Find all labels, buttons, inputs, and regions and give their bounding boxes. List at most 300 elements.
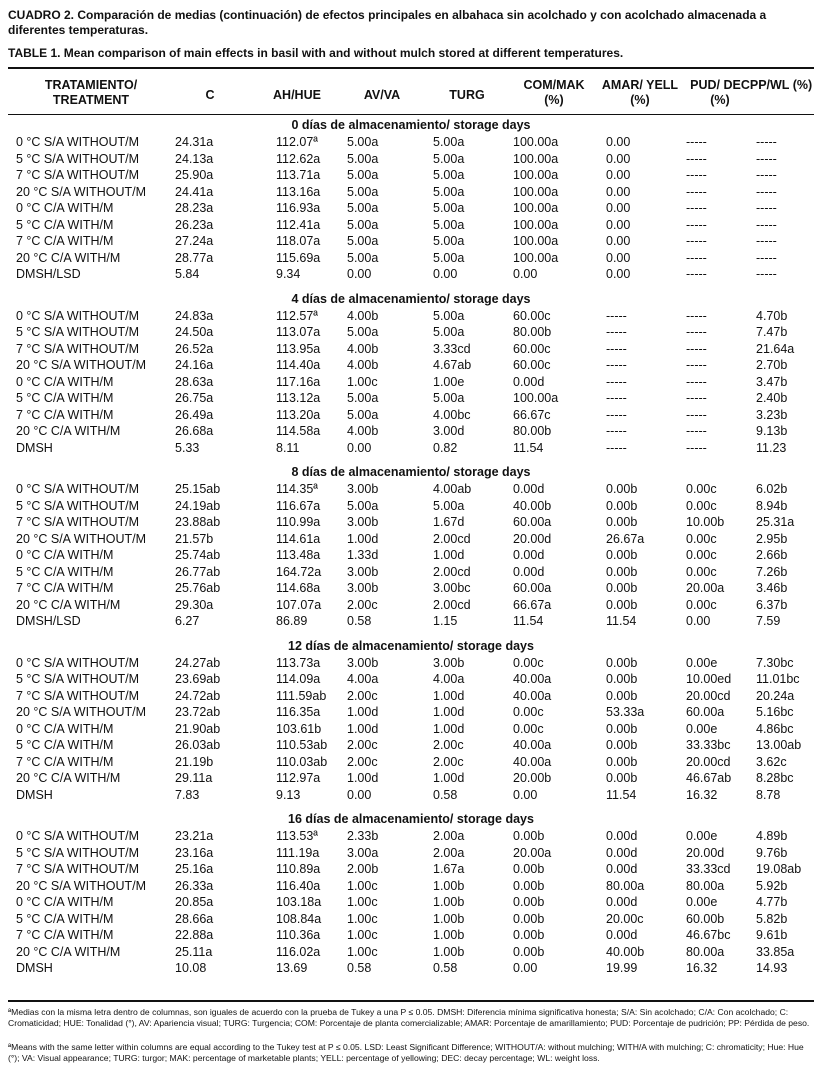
- cell-va: 1.00c: [347, 878, 378, 893]
- cell-treatment: 20 °C C/A WITH/M: [16, 250, 121, 265]
- cell-hue: 110.03ab: [276, 754, 328, 769]
- cell-va: 0.00: [347, 267, 372, 281]
- cell-yell: -----: [606, 325, 627, 339]
- table-top-rule: [8, 67, 814, 69]
- cell-mak: 0.00d: [513, 374, 545, 389]
- cell-c: 6.27: [175, 614, 200, 628]
- cell-yell: 0.00: [606, 168, 631, 182]
- cell-c: 24.19ab: [175, 498, 221, 513]
- table-row: [8, 167, 814, 184]
- cell-yell: -----: [606, 424, 627, 438]
- cell-dec: 80.00a: [686, 878, 725, 893]
- cell-turg: 3.00d: [433, 424, 465, 438]
- cell-turg: 0.58: [433, 961, 458, 975]
- cell-treatment: 5 °C S/A WITHOUT/M: [16, 151, 140, 166]
- cell-turg: 5.00a: [433, 184, 465, 199]
- cell-c: 26.68a: [175, 424, 214, 438]
- cell-va: 1.00c: [347, 944, 378, 959]
- cell-turg: 5.00a: [433, 325, 465, 339]
- cell-mak: 66.67c: [513, 407, 551, 422]
- cell-c: 28.66a: [175, 911, 214, 926]
- cell-va: 5.00a: [347, 250, 379, 265]
- cell-c: 24.72ab: [175, 688, 221, 703]
- cell-wl: -----: [756, 250, 777, 265]
- cell-va: 1.00d: [347, 531, 379, 546]
- cell-dec: 20.00cd: [686, 688, 731, 703]
- cell-yell: 0.00b: [606, 548, 638, 562]
- cell-dec: 20.00a: [686, 581, 725, 595]
- cell-hue: 110.99a: [276, 515, 321, 529]
- cell-c: 23.21a: [175, 829, 214, 843]
- cell-hue: 114.68a: [276, 581, 321, 595]
- cell-treatment: 7 °C S/A WITHOUT/M: [16, 688, 140, 703]
- cell-va: 1.00c: [347, 374, 378, 389]
- section-title: 12 días de almacenamiento/ storage days: [288, 638, 534, 653]
- cell-mak: 40.00a: [513, 688, 552, 703]
- cell-va: 3.00b: [347, 581, 379, 595]
- cell-wl: 3.23b: [756, 407, 788, 422]
- cell-wl: -----: [756, 267, 777, 281]
- cell-yell: 0.00: [606, 250, 631, 265]
- cell-hue: 113.71a: [276, 168, 321, 182]
- cell-mak: 0.00b: [513, 911, 545, 926]
- cell-hue: 113.95a: [276, 341, 321, 356]
- cell-hue: 8.11: [276, 440, 300, 455]
- cell-yell: 0.00: [606, 234, 631, 248]
- cell-wl: 6.02b: [756, 482, 788, 496]
- table-row: [8, 787, 814, 804]
- cell-treatment: 0 °C S/A WITHOUT/M: [16, 482, 140, 496]
- cell-turg: 2.00cd: [433, 597, 471, 612]
- cell-hue: 112.97a: [276, 771, 321, 785]
- cell-dec: 46.67bc: [686, 928, 731, 942]
- cell-turg: 5.00a: [433, 308, 465, 323]
- cell-treatment: 20 °C S/A WITHOUT/M: [16, 705, 147, 719]
- cell-wl: 11.01bc: [756, 672, 800, 686]
- cell-hue: 116.67a: [276, 498, 321, 513]
- cell-mak: 20.00a: [513, 845, 552, 860]
- header-wl: PP/WL (%): [749, 78, 813, 92]
- cell-hue: 9.34: [276, 267, 301, 281]
- cell-mak: 0.00: [513, 267, 538, 281]
- cell-yell: 53.33a: [606, 705, 645, 719]
- cell-va: 0.58: [347, 614, 372, 628]
- cell-yell: 0.00b: [606, 564, 638, 579]
- cell-treatment: 7 °C C/A WITH/M: [16, 234, 114, 248]
- cell-va: 5.00a: [347, 201, 379, 215]
- cell-treatment: 5 °C C/A WITH/M: [16, 391, 114, 405]
- cell-turg: 2.00c: [433, 738, 464, 752]
- cell-treatment: 7 °C C/A WITH/M: [16, 928, 114, 942]
- cell-hue: 164.72a: [276, 564, 322, 579]
- cell-va: 2.00c: [347, 597, 378, 612]
- cell-va: 4.00b: [347, 308, 379, 323]
- cell-turg: 1.67d: [433, 515, 465, 529]
- cell-treatment: 20 °C S/A WITHOUT/M: [16, 878, 147, 893]
- table-row: [8, 423, 814, 440]
- cell-treatment: 5 °C S/A WITHOUT/M: [16, 672, 140, 686]
- cell-mak: 100.00a: [513, 201, 559, 215]
- cell-hue: 116.93a: [276, 201, 321, 215]
- cell-turg: 1.00b: [433, 895, 465, 909]
- cell-wl: 8.78: [756, 787, 781, 802]
- header-hue: AH/HUE: [273, 88, 321, 102]
- cell-c: 23.88ab: [175, 515, 221, 529]
- table-row: [8, 407, 814, 424]
- cell-hue: 116.40a: [276, 878, 321, 893]
- cell-mak: 11.54: [513, 440, 544, 455]
- cell-hue: 9.13: [276, 787, 301, 802]
- cell-dec: 0.00c: [686, 498, 717, 513]
- table-row: [8, 564, 814, 581]
- section-spacer: [8, 283, 814, 290]
- section-title: 4 días de almacenamiento/ storage days: [291, 291, 531, 306]
- cell-va: 0.00: [347, 787, 372, 802]
- cell-turg: 1.00d: [433, 548, 465, 562]
- cell-dec: 0.00c: [686, 531, 717, 546]
- cell-treatment: 5 °C C/A WITH/M: [16, 564, 114, 579]
- cell-va: 3.00b: [347, 482, 379, 496]
- cell-mak: 0.00c: [513, 705, 544, 719]
- cell-treatment: 7 °C S/A WITHOUT/M: [16, 515, 140, 529]
- cell-yell: 0.00b: [606, 738, 638, 752]
- cell-yell: -----: [606, 308, 627, 323]
- cell-yell: 80.00a: [606, 878, 645, 893]
- table-row: [8, 721, 814, 738]
- section-spacer: [8, 456, 814, 463]
- cell-hue: 107.07a: [276, 597, 322, 612]
- cell-dec: -----: [686, 374, 707, 389]
- header-treatment: TRATAMIENTO/ TREATMENT: [44, 78, 138, 107]
- cell-wl: 8.28bc: [756, 771, 794, 785]
- cell-c: 26.33a: [175, 878, 214, 893]
- cell-yell: 0.00d: [606, 862, 638, 876]
- cell-turg: 4.00ab: [433, 482, 472, 496]
- cell-mak: 40.00b: [513, 498, 552, 513]
- caption-english: TABLE 1. Mean comparison of main effects in basil with and without mulch stored at different temperatures.: [8, 46, 624, 60]
- cell-hue: 111.59ab: [276, 688, 327, 703]
- cell-va: 2.33b: [347, 829, 379, 843]
- cell-treatment: 7 °C C/A WITH/M: [16, 581, 114, 595]
- cell-mak: 60.00a: [513, 581, 552, 595]
- cell-va: 5.00a: [347, 234, 379, 248]
- table-row: [8, 894, 814, 911]
- cell-yell: 0.00b: [606, 655, 638, 670]
- cell-dec: -----: [686, 267, 707, 281]
- cell-mak: 20.00d: [513, 531, 552, 546]
- cell-c: 24.50a: [175, 325, 214, 339]
- cell-c: 24.16a: [175, 358, 214, 372]
- cell-hue: 114.40a: [276, 358, 321, 372]
- table-section: [8, 810, 814, 977]
- cell-mak: 60.00c: [513, 358, 551, 372]
- cell-dec: -----: [686, 201, 707, 215]
- table-row: [8, 357, 814, 374]
- cell-wl: 3.47b: [756, 374, 788, 389]
- cell-va: 3.00b: [347, 655, 379, 670]
- cell-turg: 1.00b: [433, 911, 465, 926]
- cell-wl: 3.62c: [756, 754, 787, 769]
- cell-dec: -----: [686, 358, 707, 372]
- cell-mak: 100.00a: [513, 250, 559, 265]
- cell-va: 2.00c: [347, 688, 378, 703]
- section-title: 8 días de almacenamiento/ storage days: [291, 465, 531, 479]
- cell-hue: 113.53ª: [276, 829, 318, 843]
- table-row: [8, 861, 814, 878]
- cell-va: 1.00d: [347, 771, 379, 785]
- table-section: [8, 637, 814, 811]
- table-row: [8, 704, 814, 721]
- cell-turg: 0.00: [433, 267, 458, 281]
- cell-va: 5.00a: [347, 391, 379, 405]
- cell-hue: 114.35ª: [276, 482, 318, 496]
- cell-dec: -----: [686, 424, 707, 438]
- caption-spanish: CUADRO 2. Comparación de medias (continuación) de efectos principales en albahaca sin acolchado y con acolchado almacenada a diferentes temperaturas.: [8, 8, 767, 37]
- cell-hue: 110.36a: [276, 928, 321, 942]
- cell-va: 5.00a: [347, 407, 379, 422]
- cell-treatment: 20 °C C/A WITH/M: [16, 597, 121, 612]
- cell-treatment: 0 °C C/A WITH/M: [16, 721, 114, 736]
- cell-va: 5.00a: [347, 184, 379, 199]
- cell-c: 23.16a: [175, 845, 214, 860]
- cell-mak: 100.00a: [513, 234, 559, 248]
- cell-va: 1.33d: [347, 548, 379, 562]
- cell-dec: 0.00e: [686, 829, 718, 843]
- cell-hue: 110.53ab: [276, 738, 328, 752]
- cell-wl: 7.30bc: [756, 655, 794, 670]
- cell-va: 5.00a: [347, 168, 379, 182]
- cell-hue: 118.07a: [276, 234, 321, 248]
- footnote-spanish: ªMedias con la misma letra dentro de columnas, son iguales de acuerdo con la prueba de Tukey a una P ≤ 0.05. DMSH: Diferencia mínima significativa honesta; S/A: Sin acolchado; C/A: Con acolchado; C: Cromaticidad; HUE: Tonalidad (°), AV: Apariencia visual; TURG: Turgencia; COM: Porcentaje de planta comercializable; AMAR: Porcentaje de amarillamiento; PUD: Porcentaje de pudrición; PP: Pérdida de peso.: [8, 1007, 810, 1028]
- cell-c: 26.77ab: [175, 564, 221, 579]
- cell-mak: 0.00: [513, 787, 538, 802]
- table-row: [8, 217, 814, 234]
- cell-wl: 3.46b: [756, 581, 788, 595]
- cell-wl: 2.95b: [756, 531, 788, 546]
- cell-mak: 0.00b: [513, 928, 545, 942]
- cell-dec: 0.00e: [686, 721, 718, 736]
- cell-wl: 4.70b: [756, 308, 788, 323]
- cell-treatment: 5 °C C/A WITH/M: [16, 738, 114, 752]
- cell-treatment: DMSH: [16, 787, 53, 802]
- cell-mak: 80.00b: [513, 325, 552, 339]
- cell-c: 26.52a: [175, 341, 214, 356]
- cell-wl: -----: [756, 201, 777, 215]
- cell-wl: 20.24a: [756, 688, 795, 703]
- cell-c: 21.19b: [175, 754, 214, 769]
- cell-turg: 4.00bc: [433, 407, 471, 422]
- cell-treatment: 0 °C S/A WITHOUT/M: [16, 655, 140, 670]
- cell-mak: 100.00a: [513, 184, 559, 199]
- table-row: [8, 308, 814, 325]
- cell-wl: -----: [756, 217, 777, 232]
- cell-treatment: 20 °C S/A WITHOUT/M: [16, 358, 147, 372]
- cell-va: 2.00c: [347, 738, 378, 752]
- cell-mak: 60.00c: [513, 341, 551, 356]
- cell-wl: 13.00ab: [756, 738, 802, 752]
- table-row: [8, 440, 814, 457]
- cell-dec: -----: [686, 325, 707, 339]
- cell-c: 24.13a: [175, 151, 214, 166]
- cell-yell: -----: [606, 374, 627, 389]
- cell-treatment: 20 °C S/A WITHOUT/M: [16, 531, 147, 546]
- cell-yell: -----: [606, 440, 627, 455]
- cell-hue: 111.19a: [276, 845, 320, 860]
- table-row: [8, 927, 814, 944]
- cell-dec: 0.00e: [686, 895, 718, 909]
- header-mak: COM/MAK (%): [523, 78, 585, 107]
- cell-turg: 5.00a: [433, 217, 465, 232]
- cell-c: 28.63a: [175, 374, 214, 389]
- table-row: [8, 374, 814, 391]
- cell-turg: 1.67a: [433, 862, 465, 876]
- table-row: [8, 547, 814, 564]
- cell-c: 28.77a: [175, 250, 214, 265]
- cell-mak: 0.00b: [513, 895, 545, 909]
- cell-yell: 26.67a: [606, 531, 645, 546]
- cell-dec: -----: [686, 341, 707, 356]
- cell-c: 25.11a: [175, 944, 213, 959]
- header-dec: PUD/ DEC (%): [690, 78, 750, 107]
- cell-va: 5.00a: [347, 217, 379, 232]
- cell-treatment: DMSH: [16, 440, 53, 455]
- cell-va: 4.00a: [347, 672, 379, 686]
- cell-wl: -----: [756, 234, 777, 248]
- table-row: [8, 655, 814, 672]
- cell-mak: 0.00d: [513, 482, 545, 496]
- cell-hue: 13.69: [276, 961, 308, 975]
- cell-yell: 0.00b: [606, 721, 638, 736]
- table-row: [8, 613, 814, 630]
- cell-dec: -----: [686, 440, 707, 455]
- cell-hue: 112.57ª: [276, 308, 318, 323]
- table-row: [8, 134, 814, 151]
- header-c: C: [205, 88, 215, 102]
- cell-hue: 113.20a: [276, 407, 321, 422]
- cell-yell: 0.00: [606, 135, 631, 149]
- cell-va: 1.00c: [347, 895, 378, 909]
- section-title: 16 días de almacenamiento/ storage days: [288, 812, 534, 826]
- cell-va: 3.00b: [347, 564, 379, 579]
- cell-dec: -----: [686, 234, 707, 248]
- cell-treatment: 5 °C S/A WITHOUT/M: [16, 845, 140, 860]
- cell-yell: 0.00b: [606, 688, 638, 703]
- cell-va: 0.58: [347, 961, 372, 975]
- cell-turg: 4.67ab: [433, 358, 472, 372]
- cell-treatment: 0 °C C/A WITH/M: [16, 895, 114, 909]
- cell-hue: 117.16a: [276, 374, 321, 389]
- cell-va: 4.00b: [347, 341, 379, 356]
- cell-dec: 0.00c: [686, 564, 717, 579]
- cell-yell: -----: [606, 358, 627, 372]
- cell-yell: 11.54: [606, 614, 637, 628]
- cell-treatment: 20 °C S/A WITHOUT/M: [16, 184, 147, 199]
- cell-yell: 0.00d: [606, 829, 638, 843]
- cell-mak: 11.54: [513, 614, 544, 628]
- cell-va: 0.00: [347, 440, 372, 455]
- cell-hue: 86.89: [276, 614, 308, 628]
- cell-turg: 1.00b: [433, 928, 465, 942]
- header-turg: TURG: [449, 88, 485, 102]
- table-bottom-rule: [8, 1000, 814, 1002]
- cell-hue: 103.18a: [276, 895, 322, 909]
- header-va: AV/VA: [363, 88, 401, 102]
- cell-treatment: 5 °C C/A WITH/M: [16, 911, 114, 926]
- cell-mak: 66.67a: [513, 597, 552, 612]
- cell-hue: 108.84a: [276, 911, 322, 926]
- cell-mak: 0.00b: [513, 829, 545, 843]
- cell-c: 29.11a: [175, 771, 213, 785]
- cell-dec: 33.33bc: [686, 738, 731, 752]
- cell-yell: 0.00b: [606, 482, 638, 496]
- cell-turg: 5.00a: [433, 498, 465, 513]
- cell-hue: 116.35a: [276, 705, 321, 719]
- cell-mak: 100.00a: [513, 168, 559, 182]
- section-spacer: [8, 630, 814, 637]
- cell-hue: 112.62a: [276, 151, 321, 166]
- cell-yell: 0.00b: [606, 498, 638, 513]
- cell-hue: 113.16a: [276, 184, 321, 199]
- cell-mak: 0.00d: [513, 548, 545, 562]
- table-row: [8, 481, 814, 498]
- cell-treatment: 0 °C C/A WITH/M: [16, 201, 114, 215]
- table-row: [8, 754, 814, 771]
- cell-treatment: DMSH: [16, 961, 53, 975]
- cell-yell: 0.00b: [606, 515, 638, 529]
- cell-mak: 60.00c: [513, 308, 551, 323]
- cell-c: 29.30a: [175, 597, 214, 612]
- table-row: [8, 514, 814, 531]
- cell-wl: 33.85a: [756, 944, 795, 959]
- cell-yell: 19.99: [606, 961, 638, 975]
- cell-wl: 21.64a: [756, 341, 795, 356]
- table-row: [8, 341, 814, 358]
- cell-dec: 0.00c: [686, 597, 717, 612]
- cell-wl: -----: [756, 135, 777, 149]
- cell-dec: -----: [686, 135, 707, 149]
- table-body: [8, 116, 814, 977]
- table-row: [8, 671, 814, 688]
- cell-wl: 6.37b: [756, 597, 788, 612]
- cell-dec: 60.00b: [686, 911, 725, 926]
- cell-wl: 11.23: [756, 440, 787, 455]
- cell-wl: 7.47b: [756, 325, 788, 339]
- cell-wl: 4.89b: [756, 829, 788, 843]
- cell-treatment: 0 °C S/A WITHOUT/M: [16, 135, 140, 149]
- cell-hue: 113.07a: [276, 325, 321, 339]
- cell-hue: 112.07ª: [276, 135, 318, 149]
- cell-hue: 116.02a: [276, 944, 321, 959]
- cell-c: 25.15ab: [175, 482, 221, 496]
- cell-c: 7.83: [175, 787, 200, 802]
- cell-wl: 14.93: [756, 961, 788, 975]
- table-row: [8, 200, 814, 217]
- cell-wl: -----: [756, 168, 777, 182]
- cell-treatment: 7 °C S/A WITHOUT/M: [16, 341, 140, 356]
- cell-wl: 7.26b: [756, 564, 788, 579]
- cell-dec: -----: [686, 250, 707, 265]
- cell-turg: 2.00a: [433, 845, 465, 860]
- cell-yell: 0.00b: [606, 754, 638, 769]
- cell-dec: 10.00ed: [686, 672, 732, 686]
- table-row: [8, 266, 814, 283]
- table-header-rule: [8, 114, 814, 115]
- cell-treatment: 5 °C S/A WITHOUT/M: [16, 498, 140, 513]
- table-row: [8, 944, 814, 961]
- cell-dec: -----: [686, 168, 707, 182]
- cell-c: 25.16a: [175, 862, 214, 876]
- cell-yell: 40.00b: [606, 944, 645, 959]
